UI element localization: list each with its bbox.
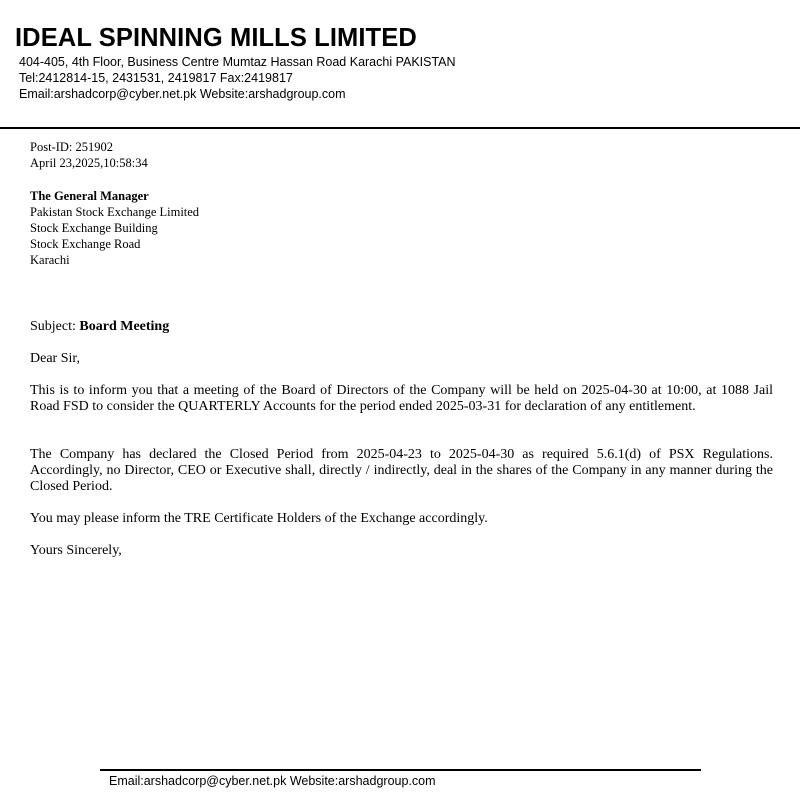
header-divider (0, 127, 800, 129)
salutation: Dear Sir, (30, 351, 80, 366)
paragraph-tre-holders: You may please inform the TRE Certificate Holders of the Exchange accordingly. (30, 511, 488, 526)
paragraph-closed-period: The Company has declared the Closed Period from 2025-04-23 to 2025-04-30 as required 5.6.1(d) of PSX Regulations. Accordingly, no Director, CEO or Executive shall, directly / indirectly, deal in the shares of the Company in any manner during the Closed Period. (30, 447, 773, 494)
subject-text: Board Meeting (79, 319, 170, 334)
letterhead (15, 22, 456, 102)
paragraph-meeting-notice: This is to inform you that a meeting of the Board of Directors of the Company will be held on 2025-04-30 at 10:00, at 1088 Jail Road FSD to consider the QUARTERLY Accounts for the period ended 2025-03-31 for declaration of any entitlement. (30, 383, 773, 414)
recipient-org: Pakistan Stock Exchange Limited (30, 205, 200, 219)
company-email-website: Email:arshadcorp@cyber.net.pk Website:arshadgroup.com (19, 87, 346, 101)
footer-email-website: Email:arshadcorp@cyber.net.pk Website:arshadgroup.com (109, 774, 436, 788)
recipient-title: The General Manager (30, 189, 149, 203)
subject-label: Subject: (30, 319, 76, 334)
recipient-address (30, 188, 199, 268)
post-id: Post-ID: 251902 (30, 140, 113, 154)
company-address: 404-405, 4th Floor, Business Centre Mumtaz Hassan Road Karachi PAKISTAN (19, 55, 456, 69)
recipient-building: Stock Exchange Building (30, 221, 158, 235)
recipient-road: Stock Exchange Road (30, 237, 141, 251)
subject-line (30, 318, 169, 336)
footer-divider (100, 769, 701, 771)
closing: Yours Sincerely, (30, 543, 122, 558)
post-meta (30, 139, 148, 171)
recipient-city: Karachi (30, 253, 70, 267)
company-name: IDEAL SPINNING MILLS LIMITED (15, 24, 417, 52)
post-datetime: April 23,2025,10:58:34 (30, 156, 148, 170)
company-phone-fax: Tel:2412814-15, 2431531, 2419817 Fax:2419817 (19, 71, 293, 85)
